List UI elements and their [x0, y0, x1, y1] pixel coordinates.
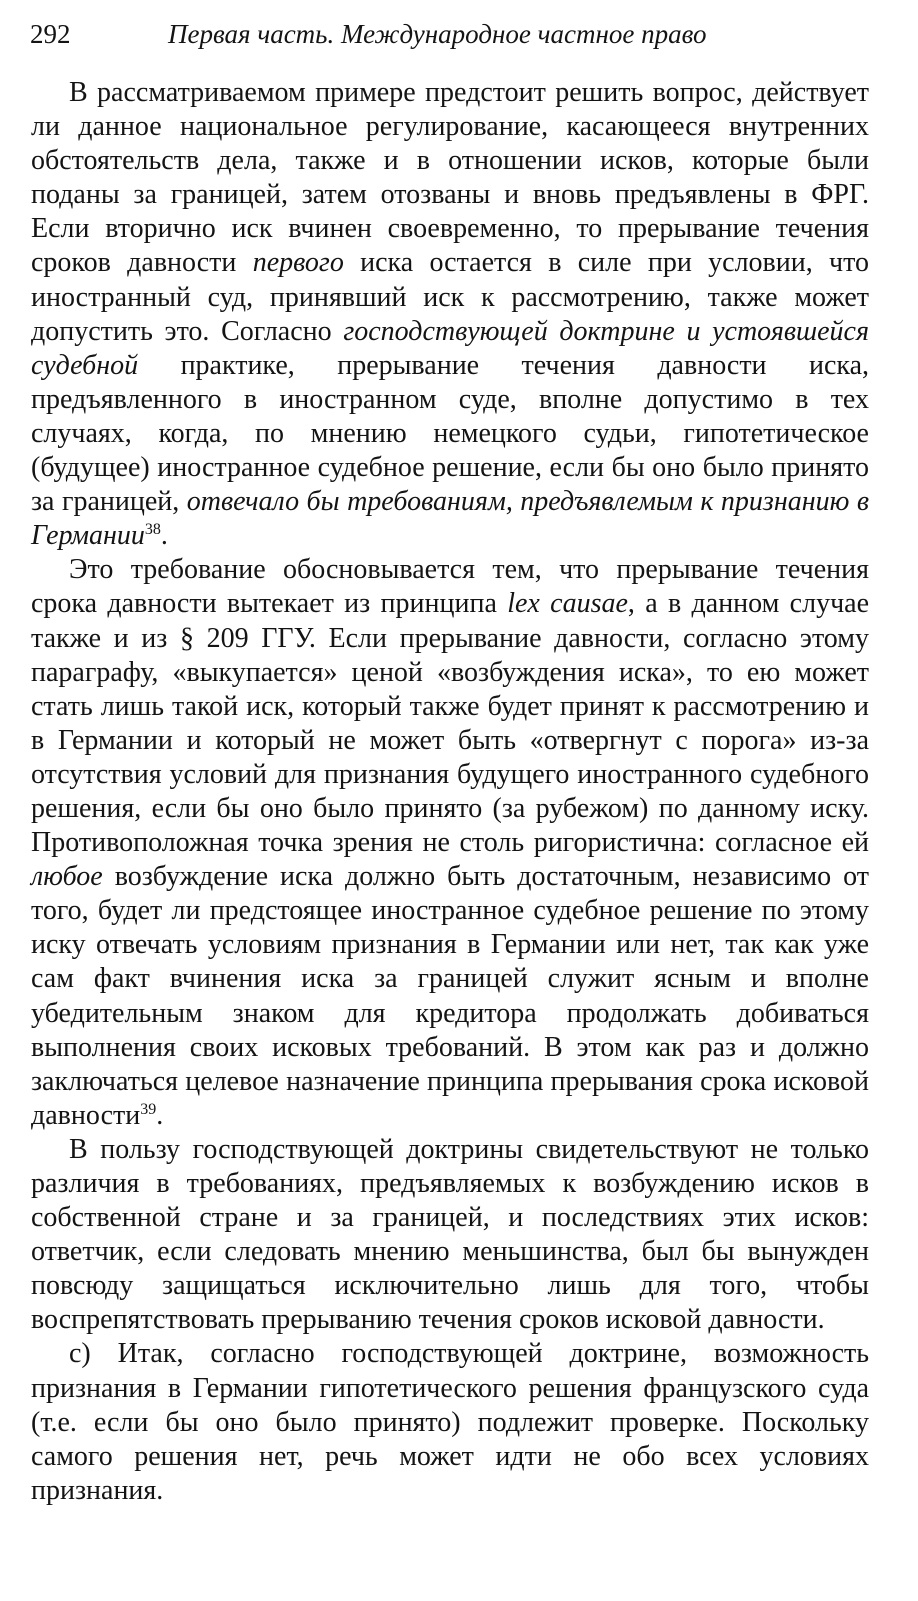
emphasis-text: любое	[31, 861, 103, 893]
paragraph-text: возбуждение иска должно быть достаточным, независимо от того, будет ли предстоящее иностранное судебное решение по этому иску отвечать условиям признания в Германии или нет, так как уже сам факт вчинения иска за границей служит ясным и вполне убедительным знаком для кредитора продолжать добиваться выполнения своих исковых требований. В этом как раз и должно заключаться целевое назначение принципа прерывания срока исковой давности	[31, 861, 869, 1131]
paragraph-2	[31, 553, 869, 1133]
paragraph-1	[31, 76, 869, 553]
paragraph-3: В пользу господствующей доктрины свидетельствуют не только различия в требованиях, предъявляемых к возбуждению исков в собственной стране и за границей, и последствиях этих исков: ответчик, если следовать мнению меньшинства, был бы вынужден повсюду защищаться исключительно лишь для того, чтобы воспрепятствовать прерыванию течения сроков исковой давности.	[31, 1133, 869, 1336]
page-header	[30, 14, 890, 54]
paragraph-text: , а в данном случае также и из § 209 ГГУ. Если прерывание давности, согласно этому параграфу, «выкупается» ценой «возбуждения иска», то ею может стать лишь такой иск, который также будет принят к рассмотрению и в Германии и который не может быть «отвергнут с порога» из-за отсутствия условий для признания будущего иностранного судебного решения, если бы оно было принято (за рубежом) по данному иску. Противоположная точка зрения не столь ригористична: согласное ей	[31, 588, 870, 859]
paragraph-text: .	[156, 1099, 164, 1131]
paragraph-text: Это требование обосновывается тем, что прерывание течения срока давности вытекает из принципа	[31, 554, 869, 620]
emphasis-text: lex causae	[507, 588, 628, 620]
paragraph-text: В рассматриваемом примере предстоит решить вопрос, действует ли данное национальное регулирование, касающееся внутренних обстоятельств дела, также и в отношении исков, которые были поданы за границей, затем отозваны и вновь предъявлены в ФРГ. Если вторично иск вчинен своевременно, то прерывание течения сроков давности	[31, 77, 869, 279]
emphasis-text: господствующей доктрине и устоявшейся судебной	[31, 315, 869, 381]
footnote-ref-39: 39	[140, 1100, 157, 1118]
paragraph-text: .	[160, 520, 168, 552]
running-title: Первая часть. Международное частное право	[168, 19, 707, 49]
paragraph-text: иска остается в силе при условии, что иностранный суд, принявший иск к рассмотрению, также может допустить это. Согласно	[31, 247, 869, 347]
emphasis-text: отвечало бы требованиям, предъявлемым к признанию в Германии	[31, 486, 869, 552]
page-number: 292	[30, 19, 71, 49]
body-text	[31, 76, 869, 1508]
footnote-ref-38: 38	[144, 521, 161, 539]
emphasis-text: первого	[252, 247, 344, 279]
paragraph-text: практике, прерывание течения давности иска, предъявленного в иностранном суде, вполне допустимо в тех случаях, когда, по мнению немецкого судьи, гипотетическое (будущее) иностранное судебное решение, если бы оно было принято за границей,	[31, 349, 869, 518]
paragraph-4: с) Итак, согласно господствующей доктрине, возможность признания в Германии гипотетического решения французского суда (т.е. если бы оно было принято) подлежит проверке. Поскольку самого решения нет, речь может идти не обо всех условиях признания.	[31, 1338, 869, 1506]
